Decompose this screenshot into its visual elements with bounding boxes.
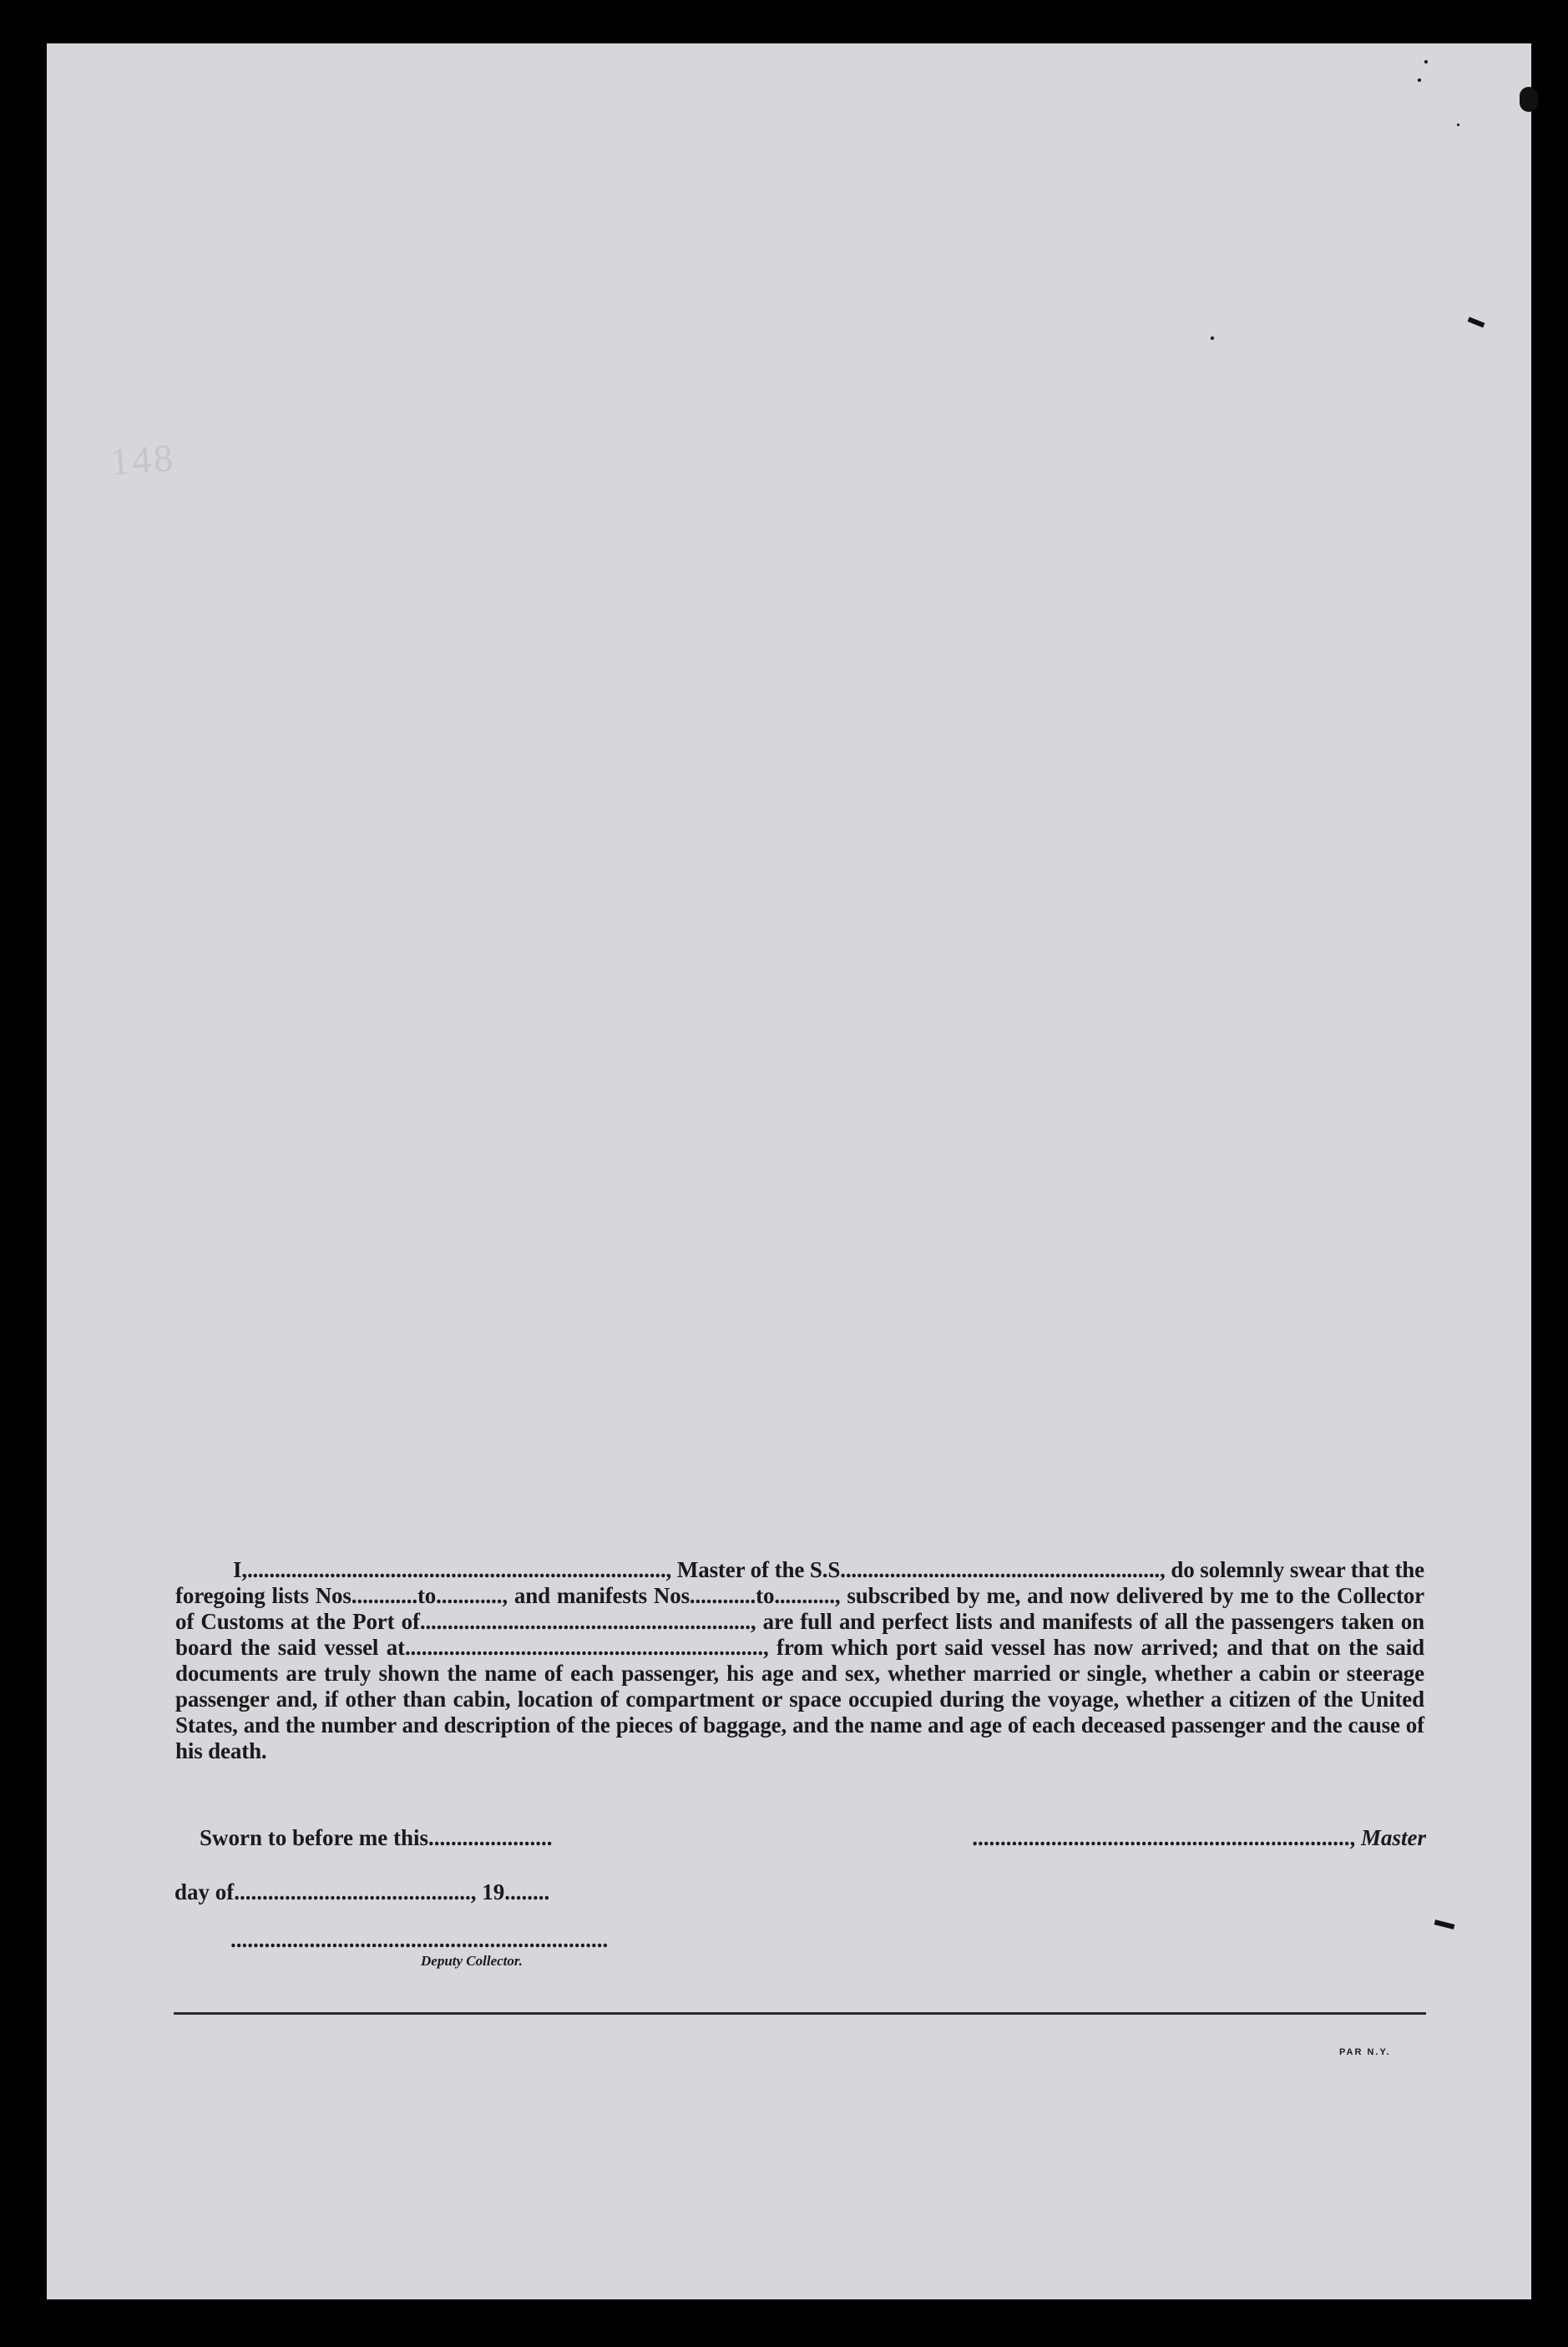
- oath-paragraph: [175, 1557, 1424, 1764]
- oath-line: swear that the foregoing lists Nos............to............, and manifests Nos............to..........., subscribed by me, and now: [175, 1557, 1424, 1608]
- master-signature-line: [908, 1825, 1426, 1851]
- sworn-before-line: Sworn to before me this......................: [200, 1825, 553, 1850]
- oath-line: manifests of all the passengers taken on board the said vessel at................................................................., from which: [175, 1609, 1424, 1660]
- bottom-rule: [174, 2012, 1426, 2015]
- scan-mark: [1211, 336, 1214, 340]
- manifest-page: [47, 43, 1531, 2299]
- oath-line: of baggage, and the name and age of each deceased passenger and the cause of his death.: [175, 1712, 1425, 1763]
- master-signature-dots: ...................................................................,: [972, 1825, 1361, 1850]
- faded-stamp-number: 148: [109, 436, 177, 483]
- scan-mark: [1424, 60, 1428, 63]
- scan-mark: [1520, 87, 1538, 112]
- deputy-signature-dots: ...................................................................: [230, 1927, 609, 1952]
- oath-line: or space occupied during the voyage, whether a citizen of the United States, and the number and description of the pieces: [175, 1687, 1424, 1737]
- master-label: Master: [1360, 1825, 1426, 1850]
- oath-line: port said vessel has now arrived; and that on the said documents are truly shown the name of each passenger, his age and: [175, 1635, 1424, 1686]
- oath-line: sex, whether married or single, whether a cabin or steerage passenger and, if other than cabin, location of compartment: [175, 1661, 1424, 1712]
- scan-mark: [1457, 124, 1459, 126]
- printer-mark: PAR N.Y.: [1339, 2047, 1391, 2057]
- oath-line: I,............................................................................, Master of the S.S.........................................................., do solemnly: [233, 1557, 1285, 1582]
- oath-line: delivered by me to the Collector of Customs at the Port of............................................................, are full and perfect lists and: [175, 1583, 1424, 1634]
- day-of-line: day of.........................................., 19........: [175, 1879, 550, 1904]
- deputy-collector-label: Deputy Collector.: [421, 1953, 523, 1969]
- scan-mark: [1418, 78, 1421, 82]
